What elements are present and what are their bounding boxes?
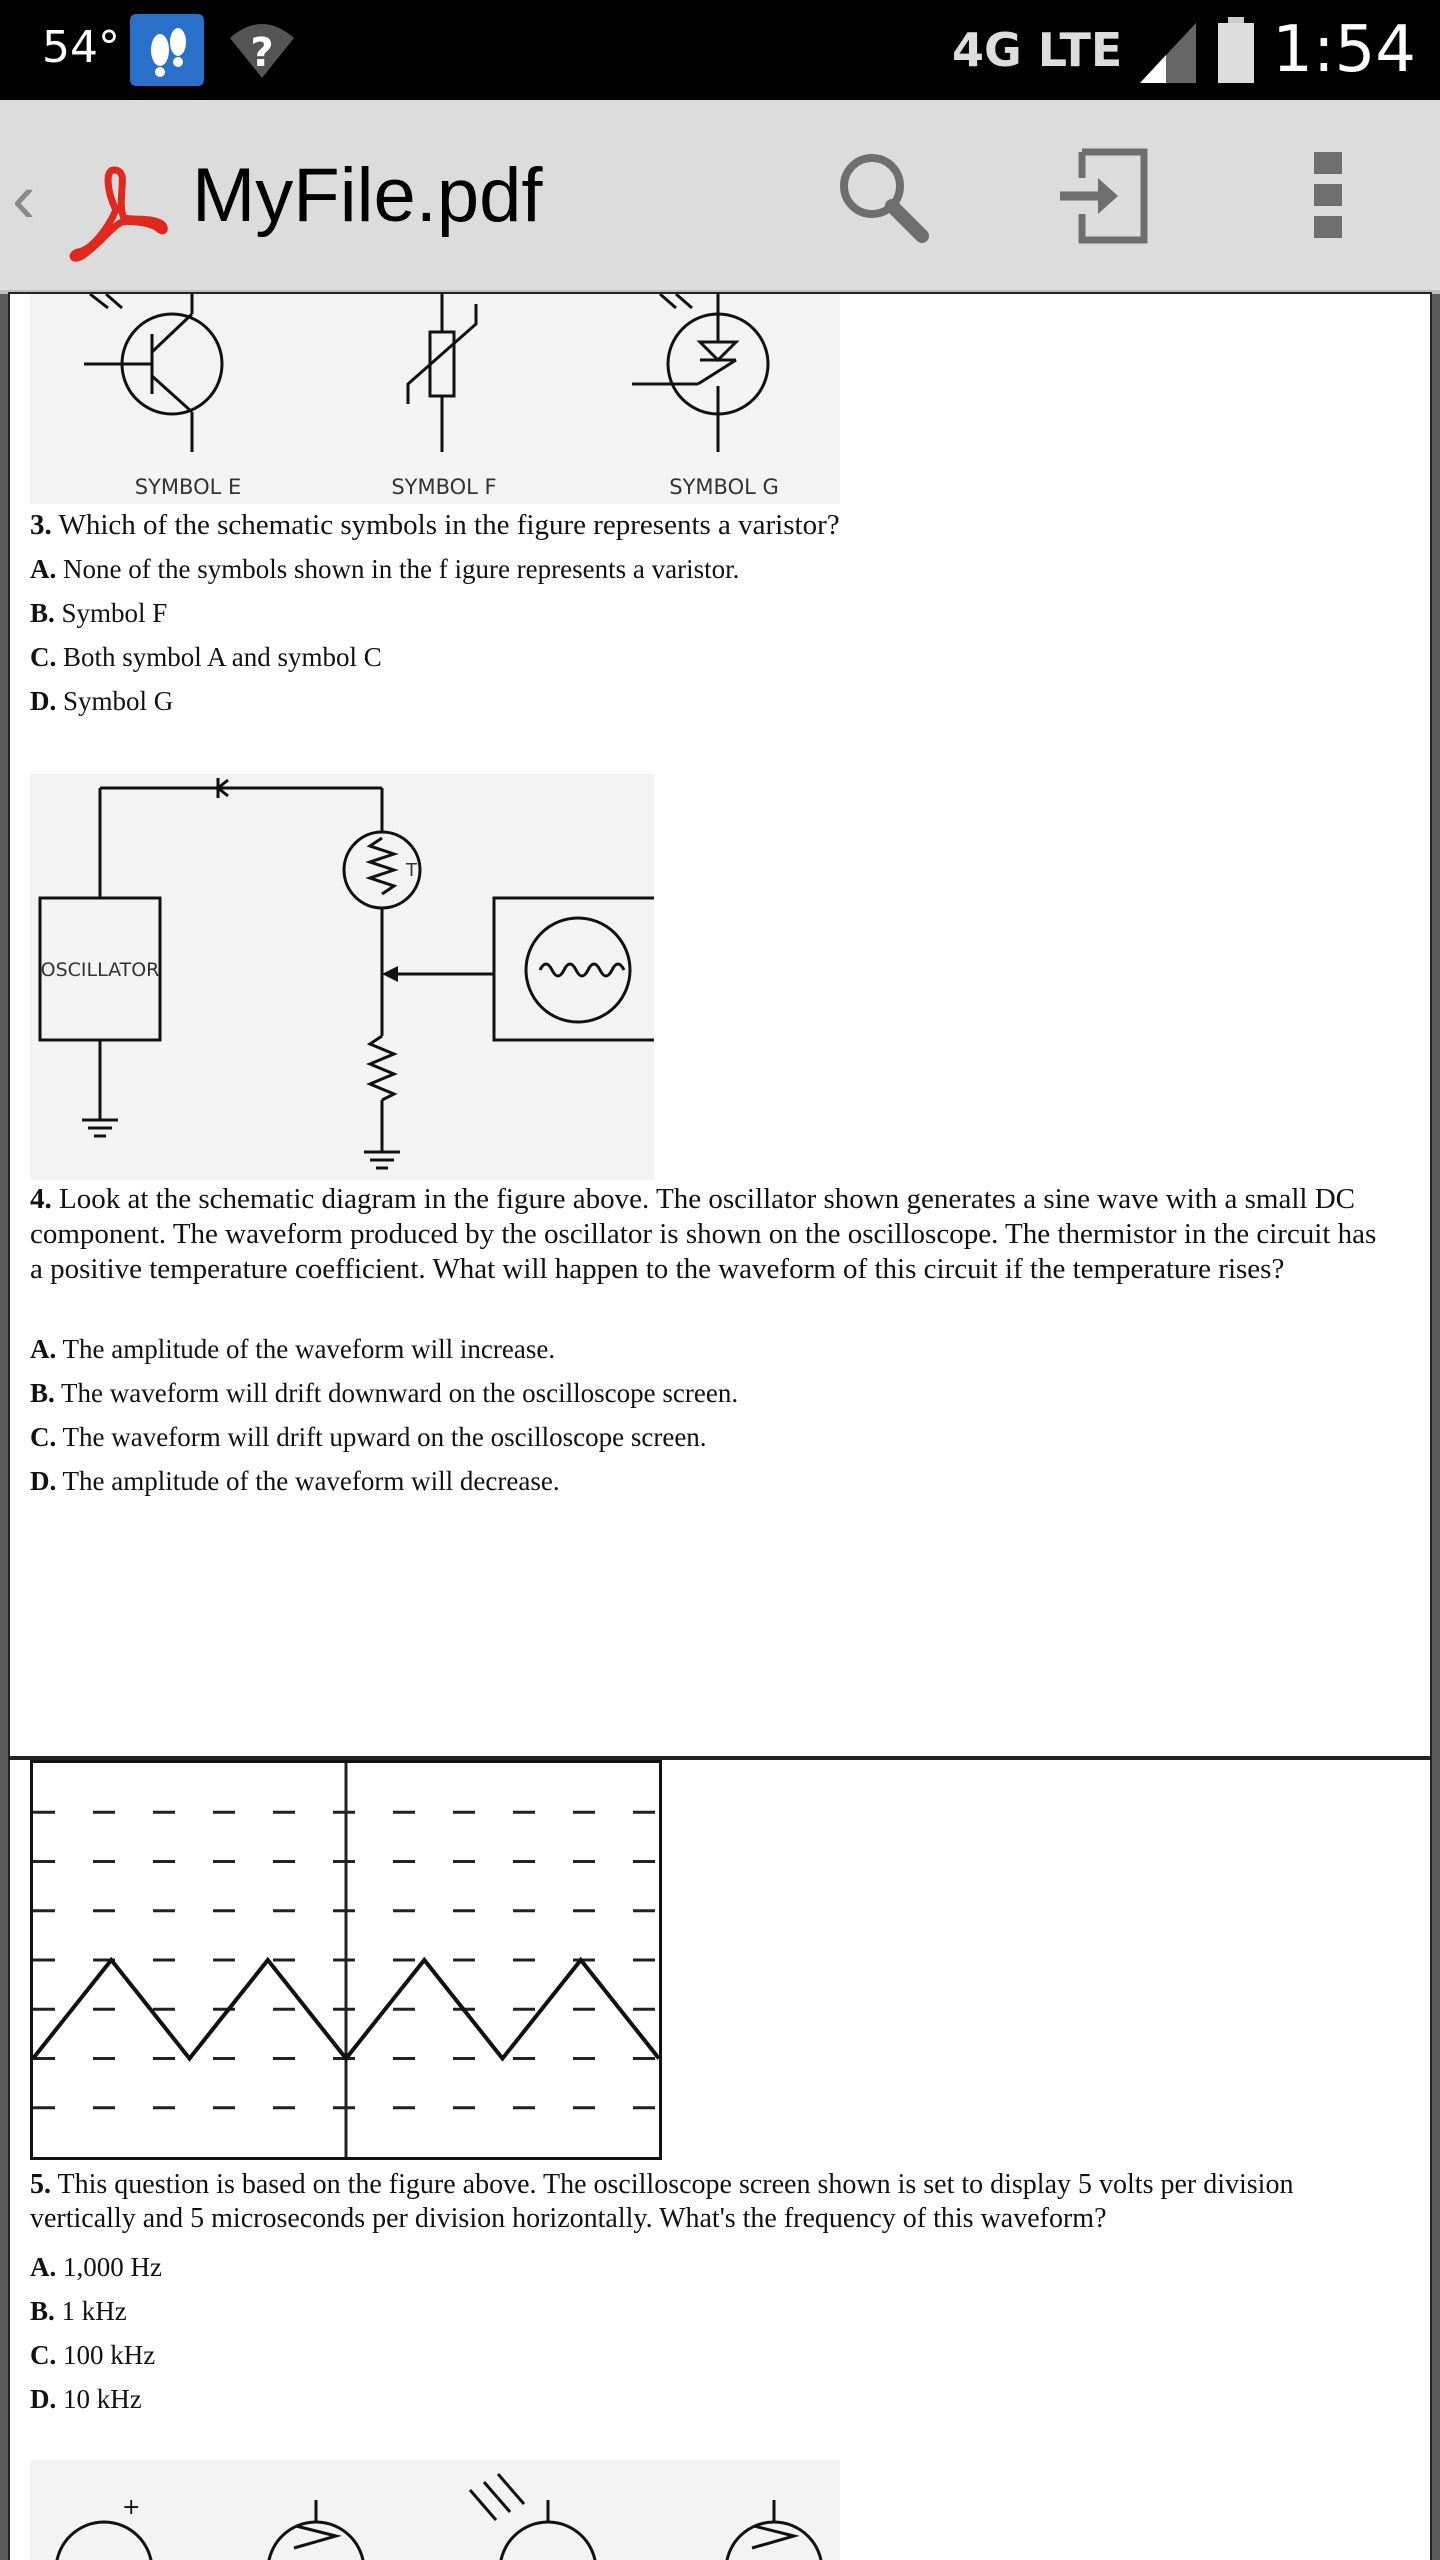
- question-text: This question is based on the figure above. The oscilloscope screen shown is set to display 5 volts per division vertically and 5 microseconds per division horizontally. What's the frequency of this waveform?: [30, 2169, 1294, 2234]
- symbol-g-label: SYMBOL G: [669, 475, 779, 499]
- app-toolbar: [0, 100, 1440, 294]
- wifi-unknown-icon: [226, 14, 298, 91]
- q4-option-c: [30, 1420, 707, 1454]
- option-text: The amplitude of the waveform will increase.: [62, 1334, 556, 1364]
- question-number: 5.: [30, 2169, 51, 2200]
- question-text: Which of the schematic symbols in the figure represents a varistor?: [58, 509, 840, 541]
- option-letter: B.: [30, 1378, 55, 1408]
- thermistor-label: T: [406, 860, 417, 881]
- option-text: 1,000 Hz: [63, 2252, 162, 2282]
- status-bar: [0, 0, 1440, 100]
- figure-symbols-partial: [30, 2460, 840, 2560]
- oscillator-label: OSCILLATOR: [40, 959, 160, 981]
- option-text: None of the symbols shown in the f igure represents a varistor.: [63, 554, 740, 584]
- pdf-page-1: [8, 292, 1432, 1758]
- pdf-page-2: [8, 1758, 1432, 2560]
- network-type: 4G LTE: [952, 23, 1123, 77]
- option-text: The waveform will drift downward on the oscilloscope screen.: [61, 1378, 739, 1408]
- option-text: The waveform will drift upward on the oscilloscope screen.: [62, 1422, 707, 1452]
- symbol-e-label: SYMBOL E: [134, 475, 242, 499]
- option-letter: B.: [30, 2296, 55, 2326]
- overflow-menu-icon[interactable]: [1304, 146, 1354, 246]
- acrobat-logo-icon[interactable]: [68, 164, 168, 264]
- figure-oscilloscope-screen: [30, 1760, 662, 2160]
- q5-option-d: [30, 2382, 142, 2416]
- document-title: MyFile.pdf: [192, 153, 543, 238]
- question-4: [30, 1182, 1390, 1287]
- symbol-f-label: SYMBOL F: [391, 475, 497, 499]
- option-letter: A.: [30, 1334, 57, 1364]
- signal-icon: [1136, 15, 1200, 85]
- sign-in-icon[interactable]: [1052, 146, 1152, 246]
- option-text: The amplitude of the waveform will decrease.: [62, 1466, 560, 1496]
- battery-icon: [1214, 15, 1258, 85]
- option-text: 10 kHz: [63, 2384, 142, 2414]
- q3-option-a: [30, 552, 739, 586]
- search-icon[interactable]: [832, 146, 932, 246]
- figure-circuit: [30, 774, 654, 1180]
- q3-option-d: [30, 684, 173, 718]
- question-text: Look at the schematic diagram in the figure above. The oscillator shown generates a sine wave with a small DC component. The waveform produced by the oscillator is shown on the oscilloscope. The thermistor in the circuit has a positive temperature coefficient. What will happen to the waveform of this circuit if the temperature rises?: [30, 1183, 1377, 1285]
- q5-option-a: [30, 2250, 162, 2284]
- option-letter: A.: [30, 554, 57, 584]
- q4-option-a: [30, 1332, 555, 1366]
- option-text: 100 kHz: [63, 2340, 156, 2370]
- figure-symbols: [30, 294, 840, 504]
- q3-option-c: [30, 640, 382, 674]
- option-letter: B.: [30, 598, 55, 628]
- symbol-e-transistor: [84, 294, 222, 452]
- symbol-g-phototransistor: [632, 294, 768, 452]
- plus-label: +: [122, 2495, 141, 2520]
- option-letter: C.: [30, 1422, 57, 1452]
- symbol-f-varistor: [408, 294, 476, 452]
- option-letter: C.: [30, 642, 57, 672]
- q4-option-b: [30, 1376, 738, 1410]
- svg-text:?: ?: [250, 30, 274, 76]
- question-number: 4.: [30, 1183, 52, 1215]
- q4-option-d: [30, 1464, 560, 1498]
- option-text: Both symbol A and symbol C: [63, 642, 382, 672]
- question-3: [30, 508, 1390, 543]
- question-number: 3.: [30, 509, 52, 541]
- option-letter: D.: [30, 2384, 57, 2414]
- option-text: Symbol G: [63, 686, 174, 716]
- clock: 1:54: [1272, 13, 1416, 87]
- option-text: Symbol F: [61, 598, 168, 628]
- option-text: 1 kHz: [61, 2296, 127, 2326]
- status-right: [952, 8, 1416, 92]
- option-letter: A.: [30, 2252, 57, 2282]
- question-5: [30, 2168, 1390, 2236]
- q5-option-c: [30, 2338, 155, 2372]
- back-chevron-icon[interactable]: ‹: [12, 159, 36, 237]
- option-letter: D.: [30, 686, 57, 716]
- app-notification-icon: [130, 14, 204, 86]
- option-letter: D.: [30, 1466, 57, 1496]
- option-letter: C.: [30, 2340, 57, 2370]
- temperature-text: 54°: [42, 22, 120, 73]
- q5-option-b: [30, 2294, 127, 2328]
- q3-option-b: [30, 596, 167, 630]
